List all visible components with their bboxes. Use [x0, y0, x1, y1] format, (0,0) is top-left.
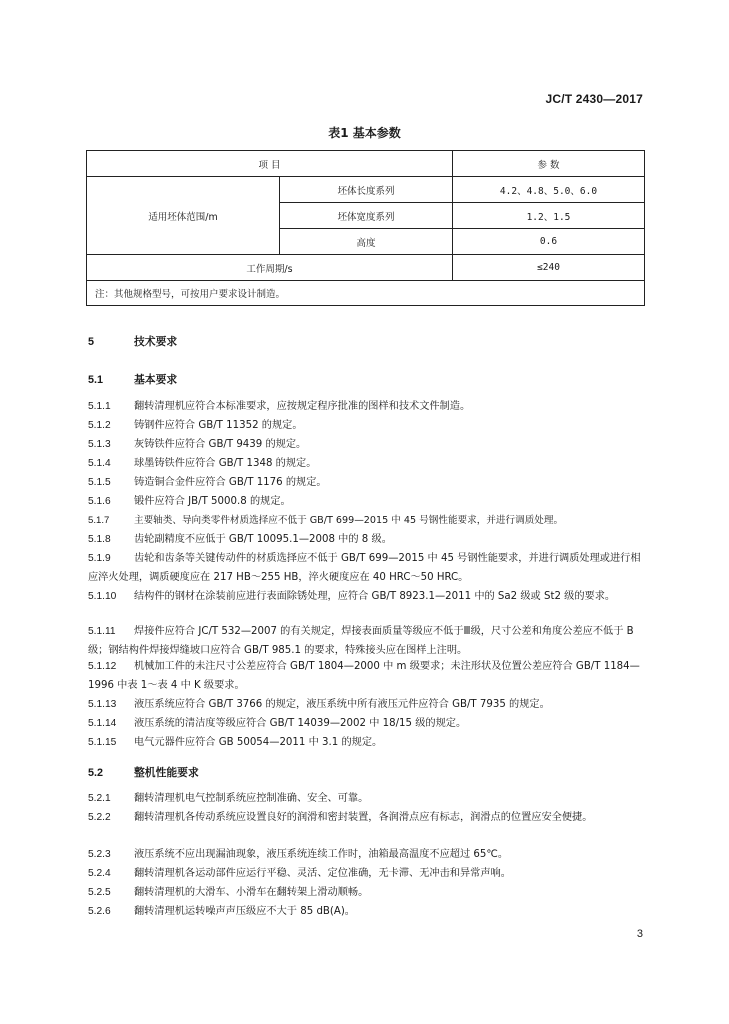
clause	[88, 492, 644, 511]
clause-number: 5.1.12	[88, 661, 117, 672]
clause-number: 5.1.11	[88, 626, 116, 637]
clause-number: 5.2.4	[88, 868, 111, 879]
clause-text: 机械加工件的未注尺寸公差应符合 GB/T 1804—2000 中 m 级要求；未注形状及位置公差应符合 GB/T 1184—1996 中表 1～表 4 中 K 级要求。	[88, 661, 640, 691]
basic-parameters-table	[86, 150, 645, 306]
row-value-cell: 1.2、1.5	[453, 203, 645, 229]
clause-number: 5.2.2	[88, 812, 111, 823]
clause-number: 5.1.13	[88, 699, 117, 710]
clause-text: 翻转清理机的大滑车、小滑车在翻转架上滑动顺畅。	[134, 887, 369, 898]
clause	[88, 622, 644, 660]
clause	[88, 902, 644, 921]
table-row	[87, 177, 645, 203]
clause	[88, 454, 644, 473]
clause-text: 铸造铜合金件应符合 GB/T 1176 的规定。	[134, 477, 327, 488]
row-label-cell: 坯体宽度系列	[280, 203, 453, 229]
clause-number: 5.1.2	[88, 420, 111, 431]
cycle-label-cell: 工作周期/s	[87, 255, 453, 281]
clause	[88, 883, 644, 902]
table-caption: 表1 基本参数	[328, 126, 401, 140]
clause-number: 5.1.3	[88, 439, 111, 450]
clause-text: 液压系统应符合 GB/T 3766 的规定，液压系统中所有液压元件应符合 GB/T 7935 的规定。	[134, 699, 550, 710]
row-value-cell: 0.6	[453, 229, 645, 255]
section-title: 整机性能要求	[134, 766, 199, 779]
row-label-cell: 坯体长度系列	[280, 177, 453, 203]
clause-number: 5.1.5	[88, 477, 111, 488]
clause	[88, 435, 644, 454]
section-title: 基本要求	[134, 373, 178, 386]
clause-number: 5.1.10	[88, 591, 117, 602]
table-header-row	[87, 151, 645, 177]
clause-number: 5.1.8	[88, 534, 111, 545]
clause-text: 液压系统的清洁度等级应符合 GB/T 14039—2002 中 18/15 级的规定。	[134, 718, 467, 729]
header-param-cell: 参 数	[453, 151, 645, 177]
clause	[88, 416, 644, 435]
clause-text: 锻件应符合 JB/T 5000.8 的规定。	[134, 496, 291, 507]
clause	[88, 695, 644, 714]
clause	[88, 733, 644, 752]
clause	[88, 714, 644, 733]
clause	[88, 657, 644, 695]
clause-number: 5.1.7	[88, 515, 110, 526]
clause	[88, 789, 644, 808]
table-note-row	[87, 281, 645, 306]
clause-text: 主要轴类、导向类零件材质选择应不低于 GB/T 699—2015 中 45 号钢性能要求，并进行调质处理。	[134, 515, 564, 526]
clause	[88, 397, 644, 416]
clause-number: 5.2.5	[88, 887, 111, 898]
clause	[88, 473, 644, 492]
clause	[88, 864, 644, 883]
clause-text: 电气元器件应符合 GB 50054—2011 中 3.1 的规定。	[134, 737, 383, 748]
cycle-value-cell: ≤240	[453, 255, 645, 281]
section-heading	[88, 370, 644, 390]
clause-number: 5.1.4	[88, 458, 111, 469]
clause-text: 齿轮和齿条等关键传动件的材质选择应不低于 GB/T 699—2015 中 45 号钢性能要求，并进行调质处理或进行相应淬火处理，调质硬度应在 217 HB～255 HB，淬火硬度应在 40 HRC～50 HRC。	[88, 553, 641, 583]
table-row	[87, 255, 645, 281]
clause	[88, 511, 644, 530]
clause-text: 铸钢件应符合 GB/T 11352 的规定。	[134, 420, 303, 431]
clause	[88, 530, 644, 549]
clause-number: 5.1.14	[88, 718, 117, 729]
clause-number: 5.1.9	[88, 553, 111, 564]
clause-text: 翻转清理机各运动部件应运行平稳、灵活、定位准确，无卡滞、无冲击和异常声响。	[134, 868, 511, 879]
clause-text: 齿轮副精度不应低于 GB/T 10095.1—2008 中的 8 级。	[134, 534, 392, 545]
clause-number: 5.1.15	[88, 737, 117, 748]
clause-text: 翻转清理机电气控制系统应控制准确、安全、可靠。	[134, 793, 369, 804]
clause-text: 结构件的钢材在涂装前应进行表面除锈处理，应符合 GB/T 8923.1—2011 中的 Sa2 级或 St2 级的要求。	[134, 591, 616, 602]
clause-text: 液压系统不应出现漏油现象，液压系统连续工作时，油箱最高温度不应超过 65℃。	[134, 849, 509, 860]
standard-code: JC/T 2430—2017	[545, 92, 643, 106]
section-heading	[88, 763, 644, 783]
clause	[88, 549, 644, 587]
group-label-cell: 适用坯体范围/m	[87, 177, 280, 255]
section-number: 5.2	[88, 767, 104, 779]
clause-text: 翻转清理机运转噪声声压级应不大于 85 dB(A)。	[134, 906, 355, 917]
table-note: 注：其他规格型号，可按用户要求设计制造。	[87, 281, 645, 306]
header-item-cell: 项 目	[87, 151, 453, 177]
section-number: 5	[88, 336, 95, 348]
clause-text: 灰铸铁件应符合 GB/T 9439 的规定。	[134, 439, 307, 450]
clause-number: 5.2.1	[88, 793, 111, 804]
clause-text: 球墨铸铁件应符合 GB/T 1348 的规定。	[134, 458, 317, 469]
section-number: 5.1	[88, 374, 104, 386]
clause-text: 翻转清理机应符合本标准要求，应按规定程序批准的图样和技术文件制造。	[134, 401, 471, 412]
clause	[88, 845, 644, 864]
clause-number: 5.1.1	[88, 401, 111, 412]
section-title: 技术要求	[134, 335, 178, 348]
row-label-cell: 高度	[280, 229, 453, 255]
section-heading	[88, 332, 644, 352]
clause-number: 5.2.6	[88, 906, 111, 917]
clause	[88, 587, 644, 606]
clause-number: 5.1.6	[88, 496, 111, 507]
clause-number: 5.2.3	[88, 849, 111, 860]
row-value-cell: 4.2、4.8、5.0、6.0	[453, 177, 645, 203]
clause	[88, 808, 644, 827]
clause-text: 翻转清理机各传动系统应设置良好的润滑和密封装置，各润滑点应有标志，润滑点的位置应安全便捷。	[134, 812, 593, 823]
clause-text: 焊接件应符合 JC/T 532—2007 的有关规定，焊接表面质量等级应不低于Ⅲ级，尺寸公差和角度公差应不低于 B 级；钢结构件焊接焊缝坡口应符合 GB/T 985.1 的要求，特殊接头应在图样上注明。	[88, 626, 634, 656]
page-number: 3	[636, 928, 643, 940]
